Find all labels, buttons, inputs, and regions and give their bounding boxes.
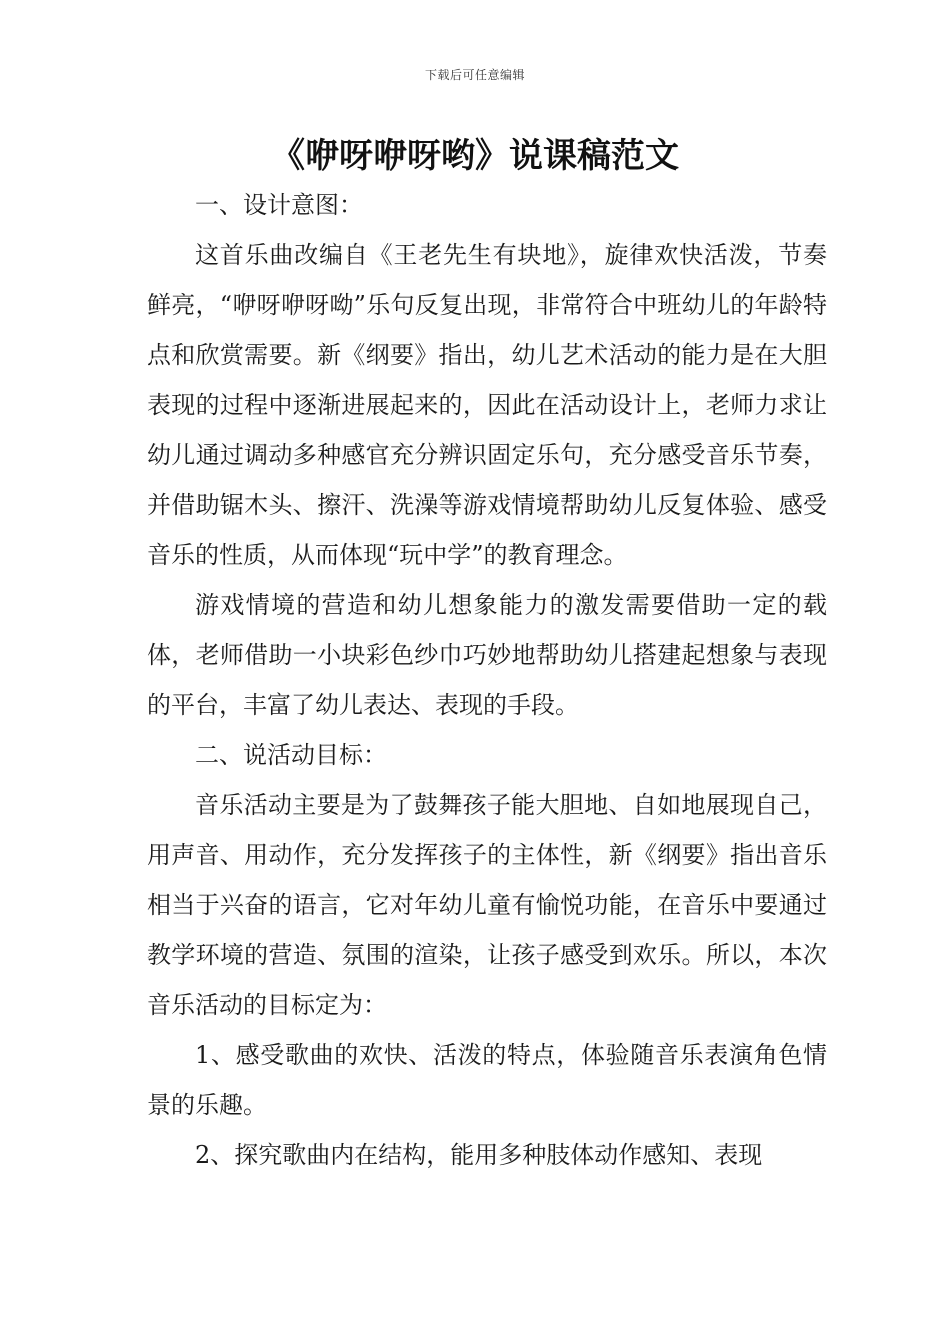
document-body xyxy=(147,180,827,1180)
goal-item-1: 1、感受歌曲的欢快、活泼的特点，体验随音乐表演角色情景的乐趣。 xyxy=(147,1041,827,1119)
header-note: 下载后可任意编辑 xyxy=(424,68,525,82)
heading-activity-goals: 二、说活动目标： xyxy=(195,741,387,769)
goal-item-2: 2、探究歌曲内在结构，能用多种肢体动作感知、表现 xyxy=(195,1141,763,1169)
paragraph-activity-goals: 音乐活动主要是为了鼓舞孩子能大胆地、自如地展现自己，用声音、用动作，充分发挥孩子的主体性，新《纲要》指出音乐相当于兴奋的语言，它对年幼儿童有愉悦功能，在音乐中要通过教学环境的营造、氛围的渲染，让孩子感受到欢乐。所以，本次音乐活动的目标定为： xyxy=(147,791,827,1019)
document-title: 《咿呀咿呀哟》说课稿范文 xyxy=(271,136,679,176)
paragraph-design-intent-1: 这首乐曲改编自《王老先生有块地》，旋律欢快活泼，节奏鲜亮，“咿呀咿呀呦”乐句反复出现，非常符合中班幼儿的年龄特点和欣赏需要。新《纲要》指出，幼儿艺术活动的能力是在大胆表现的过程中逐渐进展起来的，因此在活动设计上，老师力求让幼儿通过调动多种感官充分辨识固定乐句，充分感受音乐节奏，并借助锯木头、擦汗、洗澡等游戏情境帮助幼儿反复体验、感受音乐的性质，从而体现“玩中学”的教育理念。 xyxy=(147,241,827,569)
paragraph-design-intent-2: 游戏情境的营造和幼儿想象能力的激发需要借助一定的载体，老师借助一小块彩色纱巾巧妙地帮助幼儿搭建起想象与表现的平台，丰富了幼儿表达、表现的手段。 xyxy=(147,591,827,719)
heading-design-intent: 一、设计意图： xyxy=(195,191,363,219)
